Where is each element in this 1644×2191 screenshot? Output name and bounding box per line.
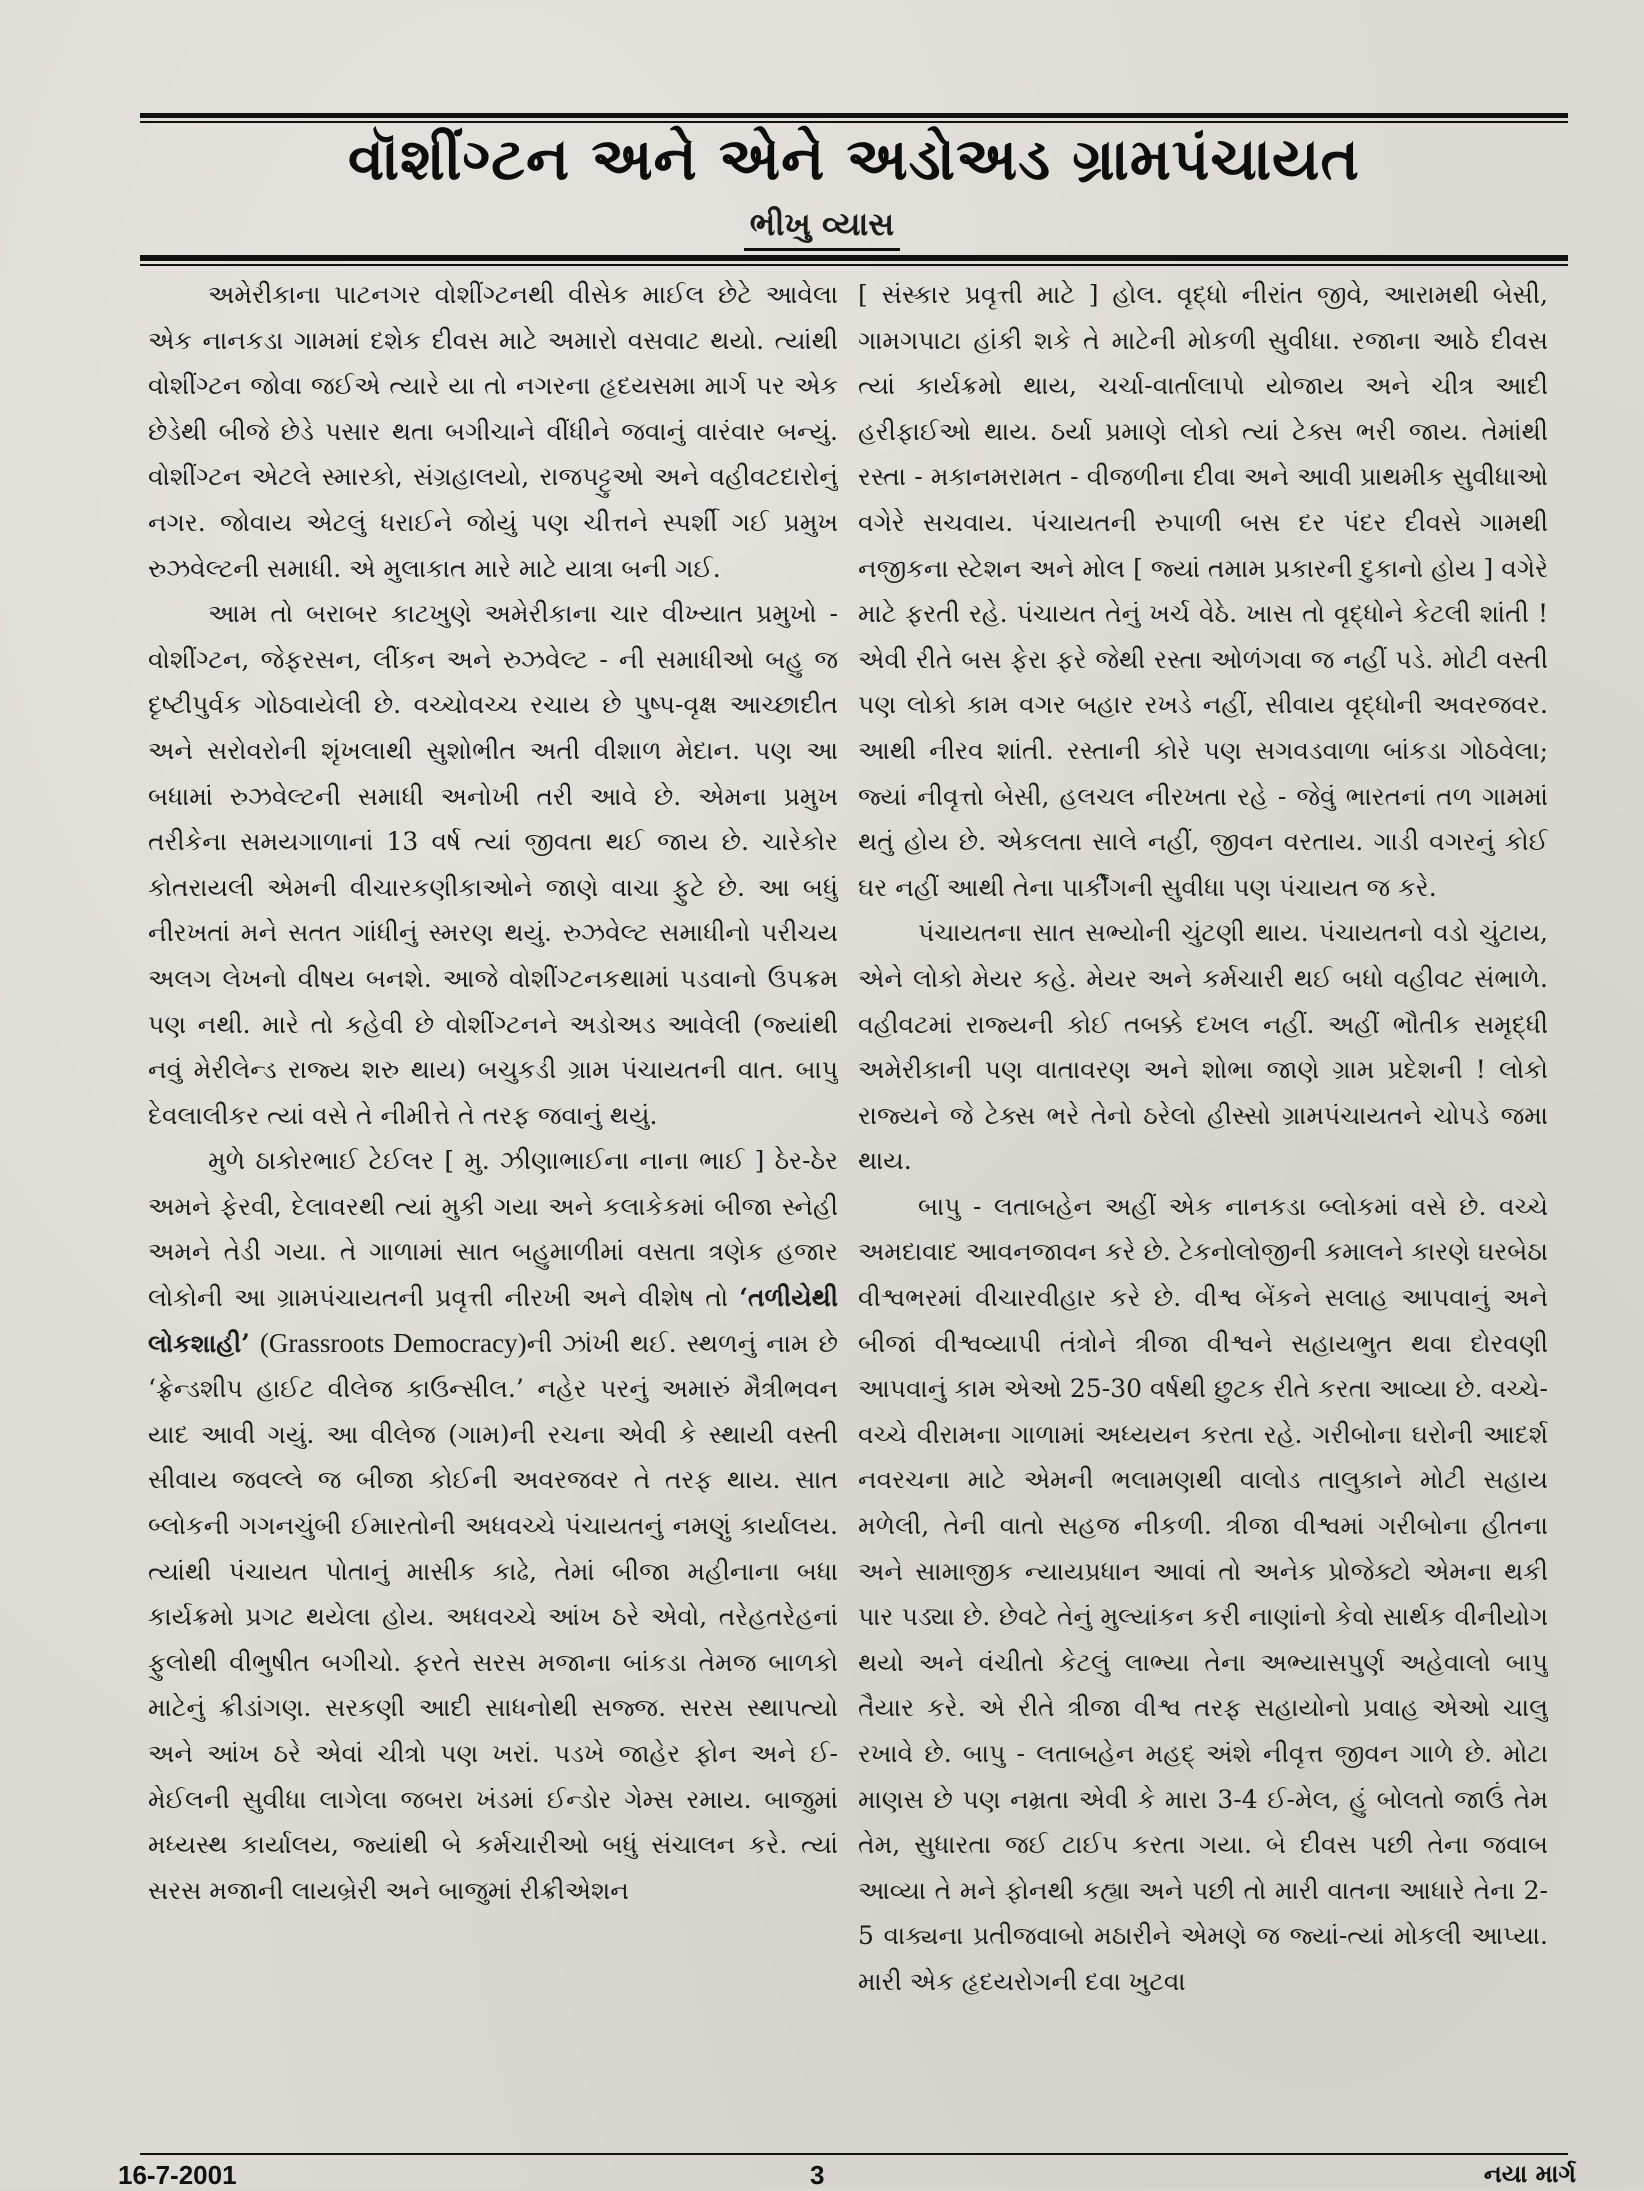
byline-container [0,200,1644,251]
right-column [858,272,1548,2142]
page-number: 3 [810,2160,825,2190]
bold-phrase: ‘તળીયેથી લોકશાહી’ [148,1283,838,1358]
right-paragraph-2: પંચાયતના સાત સભ્યોની ચુંટણી થાય. પંચાયતનો વડો ચુંટાય, એને લોકો મેયર કહે. મેયર અને કર્મચારી થઈ બધો વહીવટ સંભાળે. વહીવટમાં રાજ્યની કોઈ તબક્કે દખલ નહીં. અહીં ભૌતીક સમૃદ્ધી અમેરીકાની પણ વાતાવરણ અને શોભા જાણે ગ્રામ પ્રદેશની ! લોકો રાજ્યને જે ટેક્સ ભરે તેનો ઠરેલો હીસ્સો ગ્રામપંચાયતને ચોપડે જમા થાય. [858,918,1548,1176]
right-paragraph-1: [ સંસ્કાર પ્રવૃત્તી માટે ] હોલ. વૃદ્ધો નીરાંત જીવે, આરામથી બેસી, ગામગપાટા હાંકી શકે તે માટેની મોકળી સુવીધા. રજાના આઠે દીવસ ત્યાં કાર્યક્રમો થાય, ચર્ચા-વાર્તાલાપો યોજાય અને ચીત્ર આદી હરીફાઈઓ થાય. ઠર્યા પ્રમાણે લોકો ત્યાં ટેક્સ ભરી જાય. તેમાંથી રસ્તા - મકાનમરામત - વીજળીના દીવા અને આવી પ્રાથમીક સુવીધાઓ વગેરે સચવાય. પંચાયતની રુપાળી બસ દર પંદર દીવસે ગામથી નજીકના સ્ટેશન અને મોલ [ જ્યાં તમામ પ્રકારની દુકાનો હોય ] વગેરે માટે ફરતી રહે. પંચાયત તેનું ખર્ચ વેઠે. ખાસ તો વૃદ્ધોને કેટલી શાંતી ! એવી રીતે બસ ફેરા ફરે જેથી રસ્તા ઓળંગવા જ નહીં પડે. મોટી વસ્તી પણ લોકો કામ વગર બહાર રખડે નહીં, સીવાય વૃદ્ધોની અવરજવર. આથી નીરવ શાંતી. રસ્તાની કોરે પણ સગવડવાળા બાંકડા ગોઠવેલા; જ્યાં નીવૃત્તો બેસી, હલચલ નીરખતા રહે - જેવું ભારતનાં તળ ગામમાં થતું હોય છે. એકલતા સાલે નહીં, જીવન વરતાય. ગાડી વગરનું કોઈ ઘર નહીં આથી તેના પાર્કીંગની સુવીધા પણ પંચાયત જ કરે. [858,280,1548,902]
right-paragraph-3: બાપુ - લતાબહેન અહીં એક નાનકડા બ્લોકમાં વસે છે. વચ્ચે અમદાવાદ આવનજાવન કરે છે. ટેકનોલોજીની કમાલને કારણે ઘરબેઠા વીશ્વભરમાં વીચારવીહાર કરે છે. વીશ્વ બેંકને સલાહ આપવાનું અને બીજાં વીશ્વવ્યાપી તંત્રોને ત્રીજા વીશ્વને સહાયભુત થવા દોરવણી આપવાનું કામ એઓ 25-30 વર્ષથી છુટક રીતે કરતા આવ્યા છે. વચ્ચે-વચ્ચે વીરામના ગાળામાં અધ્યયન કરતા રહે. ગરીબોના ઘરોની આદર્શ નવરચના માટે એમની ભલામણથી વાલોડ તાલુકાને મોટી સહાય મળેલી, તેની વાતો સહજ નીકળી. ત્રીજા વીશ્વમાં ગરીબોના હીતના અને સામાજીક ન્યાયપ્રધાન આવાં તો અનેક પ્રોજેક્ટો એમના થકી પાર પડ્યા છે. છેવટે તેનું મુલ્યાંકન કરી નાણાંનો કેવો સાર્થક વીનીયોગ થયો અને વંચીતો કેટલું લાભ્યા તેના અભ્યાસપુર્ણ અહેવાલો બાપુ તૈયાર કરે. એ રીતે ત્રીજા વીશ્વ તરફ સહાયોનો પ્રવાહ એઓ ચાલુ રખાવે છે. બાપુ - લતાબહેન મહદ્ અંશે નીવૃત્ત જીવન ગાળે છે. મોટા માણસ છે પણ નમ્રતા એવી કે મારા 3-4 ઈ-મેલ, હું બોલતો જાઉં તેમ તેમ, સુધારતા જઈ ટાઈપ કરતા ગયા. બે દીવસ પછી તેના જવાબ આવ્યા તે મને ફોનથી કહ્યા અને પછી તો મારી વાતના આધારે તેના 2-5 વાક્યના પ્રતીજવાબો મઠારીને એમણે જ જ્યાં-ત્યાં મોકલી આપ્યા. મારી એક હૃદયરોગની દવા ખુટવા [858,1191,1548,1996]
left-paragraph-2: આમ તો બરાબર કાટખુણે અમેરીકાના ચાર વીખ્યાત પ્રમુખો - વોશીંગ્ટન, જેફરસન, લીંકન અને રુઝવેલ્ટ - ની સમાધીઓ બહુ જ દૃષ્ટીપુર્વક ગોઠવાયેલી છે. વચ્ચોવચ્ચ રચાય છે પુષ્પ-વૃક્ષ આચ્છાદીત અને સરોવરોની શૃંખલાથી સુશોભીત અતી વીશાળ મેદાન. પણ આ બધામાં રુઝવેલ્ટની સમાધી અનોખી તરી આવે છે. એમના પ્રમુખ તરીકેના સમયગાળાનાં 13 વર્ષ ત્યાં જીવતા થઈ જાય છે. ચારેકોર કોતરાયલી એમની વીચારકણીકાઓને જાણે વાચા ફુટે છે. આ બધું નીરખતાં મને સતત ગાંધીનું સ્મરણ થયું. રુઝવેલ્ટ સમાધીનો પરીચય અલગ લેખનો વીષય બનશે. આજે વોશીંગ્ટનકથામાં પડવાનો ઉપક્રમ પણ નથી. મારે તો કહેવી છે વોશીંગ્ટનને અડોઅડ આવેલી (જ્યાંથી નવું મેરીલેન્ડ રાજ્ય શરુ થાય) બચુકડી ગ્રામ પંચાયતની વાત. બાપુ દેવલાલીકર ત્યાં વસે તે નીમીત્તે તે તરફ જવાનું થયું. [148,599,838,1130]
header-rule-thin [140,264,1568,266]
magazine-name: નયા માર્ગ [1483,2160,1576,2188]
issue-date: 16-7-2001 [118,2160,237,2190]
left-paragraph-3b: ની ઝાંખી થઈ. સ્થળનું નામ છે ‘ફ્રેન્ડશીપ હાઈટ વીલેજ કાઉન્સીલ.’ નહેર પરનું અમારું મૈત્રીભવન યાદ આવી ગયું. આ વીલેજ (ગામ)ની રચના એવી કે સ્થાયી વસ્તી સીવાય જવલ્લે જ બીજા કોઈની અવરજવર તે તરફ થાય. સાત બ્લોકની ગગનચુંબી ઈમારતોની અધવચ્ચે પંચાયતનું નમણું કાર્યાલય. ત્યાંથી પંચાયત પોતાનું માસીક કાઢે, તેમાં બીજા મહીનાના બધા કાર્યક્રમો પ્રગટ થયેલા હોય. અધવચ્ચે આંખ ઠરે એવો, તરેહતરેહનાં ફુલોથી વીભુષીત બગીચો. ફરતે સરસ મજાના બાંકડા તેમજ બાળકો માટેનું ક્રીડાંગણ. સરકણી આદી સાધનોથી સજ્જ. સરસ સ્થાપત્યો અને આંખ ઠરે એવાં ચીત્રો પણ ખરાં. પડખે જાહેર ફોન અને ઈ-મેઈલની સુવીધા લાગેલા જબરા ખંડમાં ઈન્ડોર ગેમ્સ રમાય. બાજુમાં મધ્યસ્થ કાર્યાલય, જ્યાંથી બે કર્મચારીઓ બધું સંચાલન કરે. ત્યાં સરસ મજાની લાયબ્રેરી અને બાજુમાં રીક્રીએશન [148,1328,838,1905]
left-column [148,272,838,2142]
left-paragraph-3a: મુળે ઠાકોરભાઈ ટેઈલર [ મુ. ઝીણાભાઈના નાના ભાઈ ] ઠેર-ઠેર અમને ફેરવી, દેલાવરથી ત્યાં મુકી ગયા અને કલાકેકમાં બીજા સ્નેહી અમને તેડી ગયા. તે ગાળામાં સાત બહુમાળીમાં વસતા ત્રણેક હજાર લોકોની આ ગ્રામપંચાયતની પ્રવૃત્તી નીરખી અને વીશેષ તો [148,1146,838,1313]
left-paragraph-1: અમેરીકાના પાટનગર વોશીંગ્ટનથી વીસેક માઈલ છેટે આવેલા એક નાનકડા ગામમાં દશેક દીવસ માટે અમારો વસવાટ થયો. ત્યાંથી વોશીંગ્ટન જોવા જઈએ ત્યારે યા તો નગરના હૃદયસમા માર્ગ પર એક છેડેથી બીજે છેડે પસાર થતા બગીચાને વીંધીને જવાનું વારંવાર બન્યું. વોશીંગ્ટન એટલે સ્મારકો, સંગ્રહાલયો, રાજપટ્ટુઓ અને વહીવટદારોનું નગર. જોવાય એટલું ધરાઈને જોયું પણ ચીત્તને સ્પર્શી ગઈ પ્રમુખ રુઝવેલ્ટની સમાધી. એ મુલાકાત મારે માટે યાત્રા બની ગઈ. [148,280,838,583]
latin-phrase: (Grassroots Democracy) [259,1327,527,1358]
footer-rule [140,2153,1568,2155]
header-rule [140,255,1568,261]
article-title: વૉશીંગ્ટન અને એને અડોઅડ ગ્રામપંચાયત [348,125,1360,193]
article-author: ભીખુ વ્યાસ [744,200,900,251]
left-paragraph-3 [148,1138,838,1913]
